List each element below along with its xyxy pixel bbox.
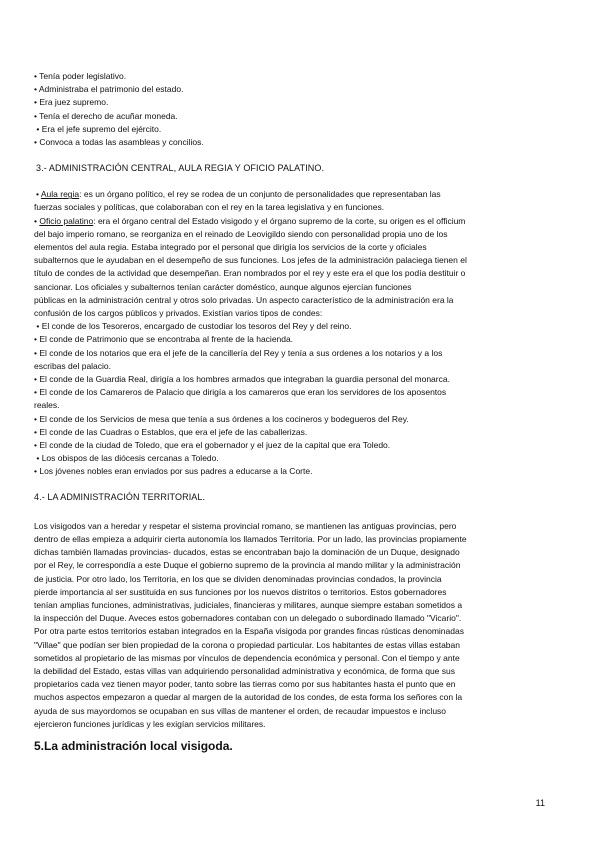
paragraph-line: ayuda de sus mayordomos se ocupaban en sus villas de mantener el orden, de recaudar impuestos e incluso [34,705,447,716]
list-item: • Los jóvenes nobles eran enviados por sus padres a educarse a la Corte. [34,466,313,477]
list-item: • Tenía poder legislativo. [34,71,127,81]
section-3-body [34,188,565,478]
bullet: • [36,189,41,200]
list-item: • Administraba el patrimonio del estado. [34,84,184,95]
oficio-palatino-text: : era el órgano central del Estado visigodo y el órgano supremo de la corte, su origen es el officium [93,215,466,226]
paragraph-line: sometidos al propietario de las mismas por vínculos de dependencia económica y personal. Con el tiempo y ante [34,652,460,663]
paragraph-line: propietarios cada vez tienen mayor poder, tanto sobre las tierras como por sus habitantes hasta el punto que en [34,679,456,690]
section-3-heading: 3.- ADMINISTRACIÓN CENTRAL, AULA REGIA Y OFICIO PALATINO. [36,163,325,174]
list-item: reales. [34,400,60,411]
paragraph-line: Por otra parte estos territorios estaban integrados en la España visigoda por grandes fincas rústicas denominadas [34,626,464,637]
paragraph-line: pierde importancia al ser sustituida en sus funciones por los nuevos distritos o territorios. Estos gobernadores [34,586,447,597]
list-item: • El conde de los Servicios de mesa que tenía a sus órdenes a los cocineros y bodegueros del Rey. [34,413,409,424]
list-item: • Convoca a todas las asambleas y concilios. [34,137,204,148]
oficio-palatino-paragraph-line [34,215,565,228]
bullet: • [34,215,40,226]
paragraph-line: elementos del aula regia. Estaba integrado por el personal que dirigía los servicios de la corte y oficiales [34,242,427,253]
list-item: • El conde de los notarios que era el jefe de la cancillería del Rey y tenía a sus ordenes a los notarios y a los [34,347,443,358]
list-item: • El conde de los Tesoreros, encargado de custodiar los tesoros del Rey y del reino. [34,321,352,332]
list-item: • Era juez supremo. [34,97,109,108]
paragraph-line: confusión de los cargos públicos y privados. Existían varios tipos de condes: [34,308,323,319]
paragraph-line: título de condes de la actividad que desempeñan. Eran nombrados por el rey y este era el que los podía destituir o [34,268,466,279]
list-item: • El conde de las Cuadras o Establos, que era el jefe de las caballerizas. [34,426,308,437]
section-5-heading: 5.La administración local visigoda. [34,738,233,753]
paragraph-line: dentro de ellas empieza a adquirir cierta autonomía los llamados Territoria. Por un lado, las provincias propiamente [34,533,467,544]
paragraph-line: "Villae" que podían ser bien propiedad de la corona o propiedad particular. Los habitantes de estas villas estaban [34,639,460,650]
list-item: • Era el jefe supremo del ejército. [34,123,162,134]
paragraph-line: de justicia. Por otro lado, los Territoria, en los que se dividen denominadas provincias condados, la provincia [34,573,442,584]
list-item: • El conde de la Guardia Real, dirigía a los hombres armados que integraban la guardia personal del monarca. [34,374,450,385]
paragraph-line: la debilidad del Estado, estas villas van adquiriendo personalidad administrativa y económica, de forma que sus [34,665,455,676]
aula-regia-text: : es un órgano político, el rey se rodea de un conjunto de personalidades que representaban las [79,189,441,200]
paragraph-line: del bajo imperio romano, se reorganiza en el reinado de Leovigildo siendo con personalidad propia uno de los [34,228,448,239]
paragraph-line: la inspección del Duque. Aveces estos gobernadores contaban con un delegado o subordinado llamado "Vicario". [34,613,462,624]
section-4-body [34,520,565,731]
oficio-palatino-term: Oficio palatino [39,215,94,226]
aula-regia-term: Aula regia [40,189,80,200]
list-item: • Los obispos de las diócesis cercanas a Toledo. [34,453,219,464]
page-number: 11 [535,798,545,808]
list-item: • El conde de los Camareros de Palacio que dirigía a los camareros que eran los servidores de los aposentos [34,387,447,398]
paragraph-line: fuerzas sociales y políticas, que colaboraban con el rey en la tarea legislativa y en funciones. [34,202,385,213]
list-item: • El conde de Patrimonio que se encontraba al frente de la hacienda. [34,334,294,345]
section-4-heading: 4.- LA ADMINISTRACIÓN TERRITORIAL. [34,491,206,502]
paragraph-line: por el Rey, le correspondía a este Duque el gobierno supremo de la provincia al mando militar y la administración [34,560,461,571]
list-item: • Tenía el derecho de acuñar moneda. [34,110,178,121]
paragraph-line: públicas en la administración central y otros solo privadas. Un aspecto característico de la administración era la [34,294,454,305]
paragraph-line: Los visigodos van a heredar y respetar el sistema provincial romano, se mantienen las antiguas provincias, pero [34,520,457,531]
paragraph-line: sancionar. Los oficiales y subalternos tenían carácter doméstico, aunque algunos ejercían funciones [34,281,412,292]
paragraph-line: subalternos que le ayudaban en el desempeño de sus funciones. Los jefes de la administración palaciega tienen el [34,255,467,266]
list-item: escribas del palacio. [34,360,112,371]
paragraph-line: dichas también llamadas provincias- ducados, estas se encontraban bajo la dominación de un Duque, designado [34,547,460,558]
aula-regia-paragraph-line [34,188,565,201]
list-item: • El conde de la ciudad de Toledo, que era el gobernador y el juez de la capital que era Toledo. [34,440,391,451]
paragraph-line: muchos aspectos empezaron a quedar al margen de la autoridad de los condes, de esta forma los señores con la [34,692,463,703]
paragraph-line: ejercieron funciones jurídicas y les exigían servicios militares. [34,718,266,729]
paragraph-line: tenían amplias funciones, administrativas, judiciales, financieras y militares, aunque siempre estaban sometidos a [34,599,463,610]
powers-list [34,70,565,149]
